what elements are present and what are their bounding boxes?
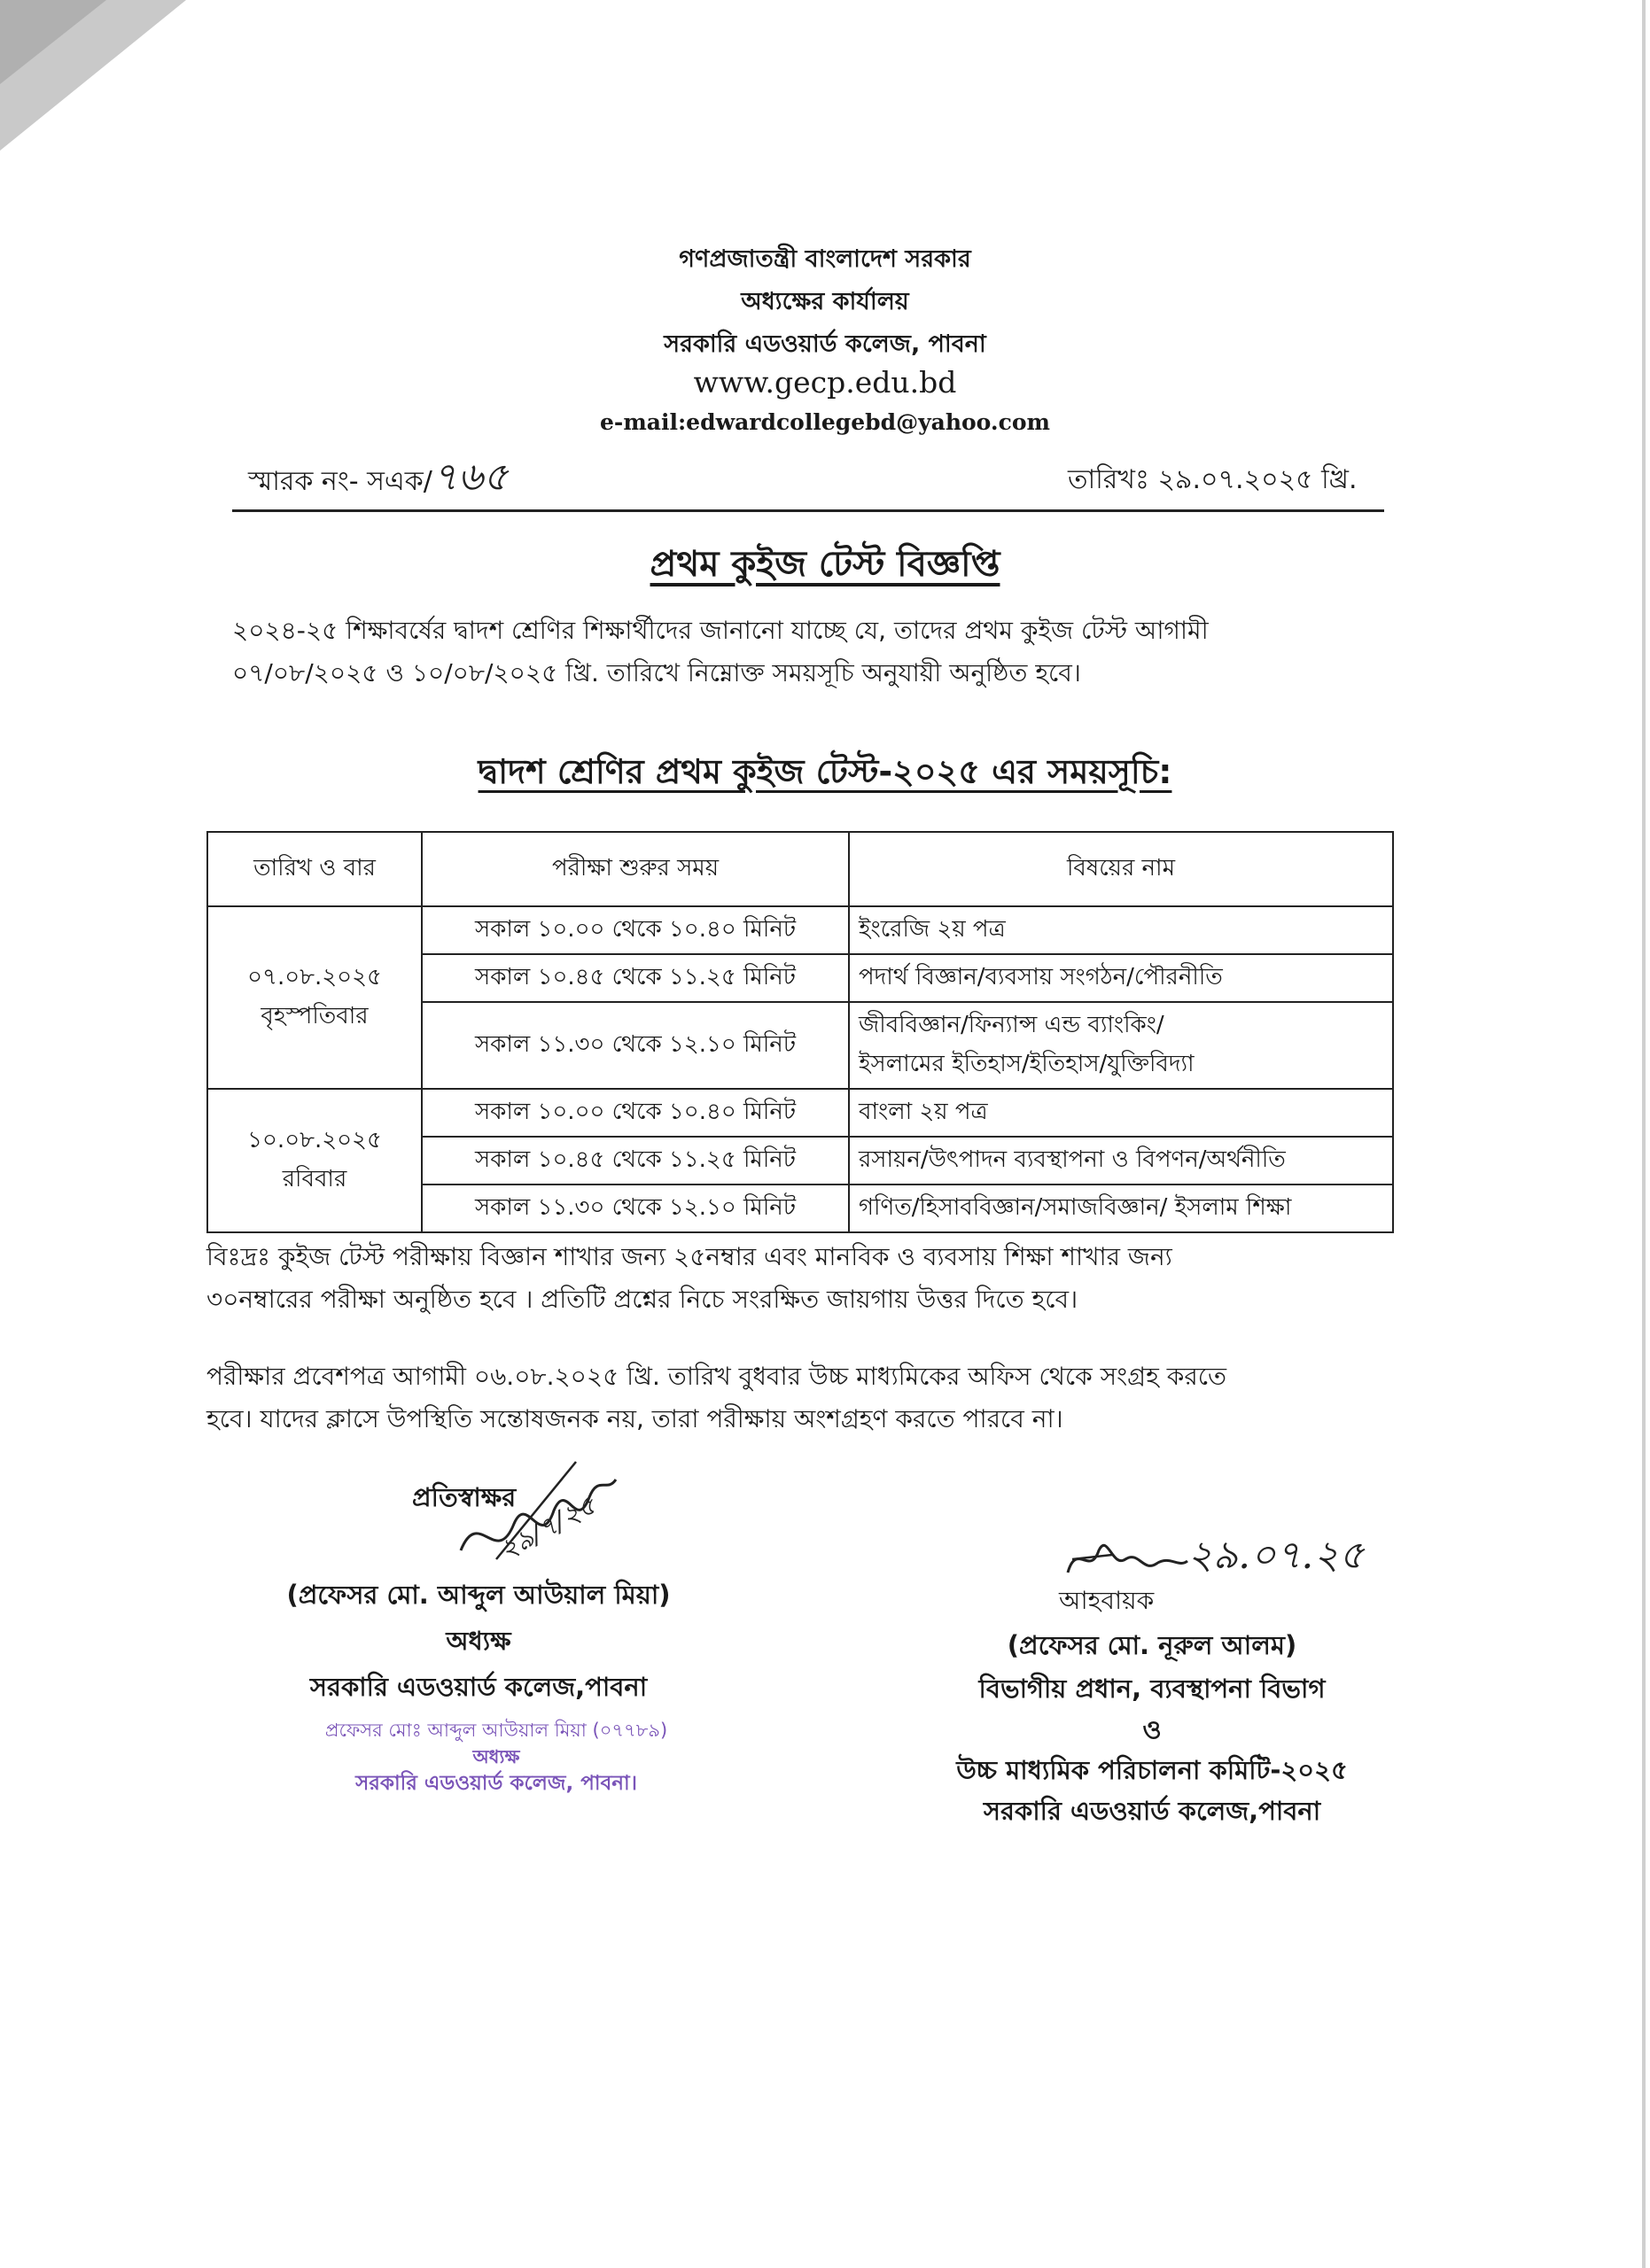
table-row	[207, 1089, 1393, 1137]
day-1-weekday: বৃহস্পতিবার	[261, 1003, 369, 1029]
intro-line-2: ০৭/০৮/২০২৫ ও ১০/০৮/২০২৫ খ্রি. তারিখে নিম্নোক্ত সময়সূচি অনুযায়ী অনুষ্ঠিত হবে।	[232, 658, 1081, 687]
stamp-line-2: অধ্যক্ষ	[472, 1746, 520, 1767]
convener-committee: উচ্চ মাধ্যমিক পরিচালনা কমিটি-২০২৫	[956, 1755, 1348, 1785]
header-email: e-mail:edwardcollegebd@yahoo.com	[600, 409, 1050, 435]
table-header-row	[207, 832, 1393, 906]
principal-org: সরকারি এডওয়ার্ড কলেজ,পাবনা	[309, 1672, 648, 1702]
day-1-cell	[207, 906, 422, 1089]
countersign-label: প্রতিস্বাক্ষর	[412, 1482, 517, 1512]
time-cell: সকাল ১১.৩০ থেকে ১২.১০ মিনিট	[422, 1002, 849, 1089]
header-divider	[232, 509, 1384, 512]
convener-conj: ও	[1142, 1714, 1162, 1744]
note-2-line-1: পরীক্ষার প্রবেশপত্র আগামী ০৬.০৮.২০২৫ খ্রি. তারিখ বুধবার উচ্চ মাধ্যমিকের অফিস থেকে সংগ্রহ করতে	[206, 1362, 1227, 1391]
memo-ref-number: ৭৬৫	[432, 454, 509, 500]
day-1-date: ০৭.০৮.২০২৫	[247, 964, 382, 990]
time-cell: সকাল ১০.০০ থেকে ১০.৪০ মিনিট	[422, 906, 849, 954]
convener-org: সরকারি এডওয়ার্ড কলেজ,পাবনা	[983, 1796, 1321, 1826]
principal-seal-stamp	[301, 1717, 691, 1797]
note-1-line-2: ৩০নম্বারের পরীক্ষা অনুষ্ঠিত হবে । প্রতিটি প্রশ্নের নিচে সংরক্ষিত জায়গায় উত্তর দিতে হবে।	[206, 1285, 1078, 1314]
convener-name: (প্রফেসর মো. নূরুল আলম)	[1007, 1630, 1297, 1660]
header-government: গণপ্রজাতন্ত্রী বাংলাদেশ সরকার	[679, 245, 971, 273]
day-2-date: ১০.০৮.২০২৫	[247, 1127, 382, 1153]
table-row	[207, 906, 1393, 954]
stamp-line-1: প্রফেসর মোঃ আব্দুল আউয়াল মিয়া (০৭৭৮৯)	[324, 1720, 668, 1741]
convener-dept: বিভাগীয় প্রধান, ব্যবস্থাপনা বিভাগ	[978, 1674, 1326, 1704]
subject-cell: পদার্থ বিজ্ঞান/ব্যবসায় সংগঠন/পৌরনীতি	[849, 954, 1393, 1002]
principal-name: (প্রফেসর মো. আব্দুল আউয়াল মিয়া)	[286, 1580, 671, 1610]
subject-line-2: ইসলামের ইতিহাস/ইতিহাস/যুক্তিবিদ্যা	[859, 1051, 1195, 1077]
time-cell: সকাল ১১.৩০ থেকে ১২.১০ মিনিট	[422, 1184, 849, 1232]
day-2-weekday: রবিবার	[282, 1166, 347, 1192]
note-2-line-2: হবে। যাদের ক্লাসে উপস্থিতি সন্তোষজনক নয়, তারা পরীক্ষায় অংশগ্রহণ করতে পারবে না।	[206, 1404, 1063, 1433]
memo-ref-label: স্মারক নং- সএক/	[248, 466, 432, 497]
subject-cell: রসায়ন/উৎপাদন ব্যবস্থাপনা ও বিপণন/অর্থনীতি	[849, 1137, 1393, 1184]
principal-title: অধ্যক্ষ	[446, 1626, 511, 1656]
header-time: পরীক্ষা শুরুর সময়	[422, 832, 849, 906]
subject-cell: ইংরেজি ২য় পত্র	[849, 906, 1393, 954]
subject-cell: বাংলা ২য় পত্র	[849, 1089, 1393, 1137]
note-1-line-1: বিঃদ্রঃ কুইজ টেস্ট পরীক্ষায় বিজ্ঞান শাখার জন্য ২৫নম্বার এবং মানবিক ও ব্যবসায় শিক্ষা শাখার জন্য	[206, 1242, 1172, 1271]
memo-reference	[248, 447, 509, 512]
time-cell: সকাল ১০.৪৫ থেকে ১১.২৫ মিনিট	[422, 1137, 849, 1184]
header-website: www.gecp.edu.bd	[693, 365, 957, 400]
memo-date: তারিখঃ ২৯.০৭.২০২৫ খ্রি.	[1068, 464, 1358, 495]
time-cell: সকাল ১০.০০ থেকে ১০.৪০ মিনিট	[422, 1089, 849, 1137]
header-office: অধ্যক্ষের কার্যালয়	[741, 288, 909, 315]
header-college: সরকারি এডওয়ার্ড কলেজ, পাবনা	[664, 330, 986, 358]
schedule-table	[206, 831, 1394, 1233]
note-admit-card	[206, 1355, 1394, 1441]
intro-line-1: ২০২৪-২৫ শিক্ষাবর্ষের দ্বাদশ শ্রেণির শিক্ষার্থীদের জানানো যাচ্ছে যে, তাদের প্রথম কুইজ টেস্ট আগামী	[232, 616, 1209, 645]
notice-intro	[232, 610, 1384, 695]
subject-line-1: জীববিজ্ঞান/ফিন্যান্স এন্ড ব্যাংকিং/	[859, 1012, 1164, 1038]
schedule-title: দ্বাদশ শ্রেণির প্রথম কুইজ টেস্ট-২০২৫ এর সময়সূচি:	[478, 752, 1172, 791]
note-marks	[206, 1236, 1394, 1321]
header-subject: বিষয়ের নাম	[849, 832, 1393, 906]
principal-handwritten-date: ২৯/৭/২৫	[494, 1489, 602, 1566]
notice-title: প্রথম কুইজ টেস্ট বিজ্ঞপ্তি	[650, 544, 1000, 585]
convener-role: আহবায়ক	[1059, 1586, 1155, 1615]
subject-cell: গণিত/হিসাববিজ্ঞান/সমাজবিজ্ঞান/ ইসলাম শিক্ষা	[849, 1184, 1393, 1232]
header-date: তারিখ ও বার	[207, 832, 422, 906]
stamp-line-3: সরকারি এডওয়ার্ড কলেজ, পাবনা।	[355, 1772, 637, 1795]
convener-handwritten-date: ২৯.০৭.২৫	[1187, 1533, 1365, 1578]
subject-cell	[849, 1002, 1393, 1089]
day-2-cell	[207, 1089, 422, 1232]
time-cell: সকাল ১০.৪৫ থেকে ১১.২৫ মিনিট	[422, 954, 849, 1002]
